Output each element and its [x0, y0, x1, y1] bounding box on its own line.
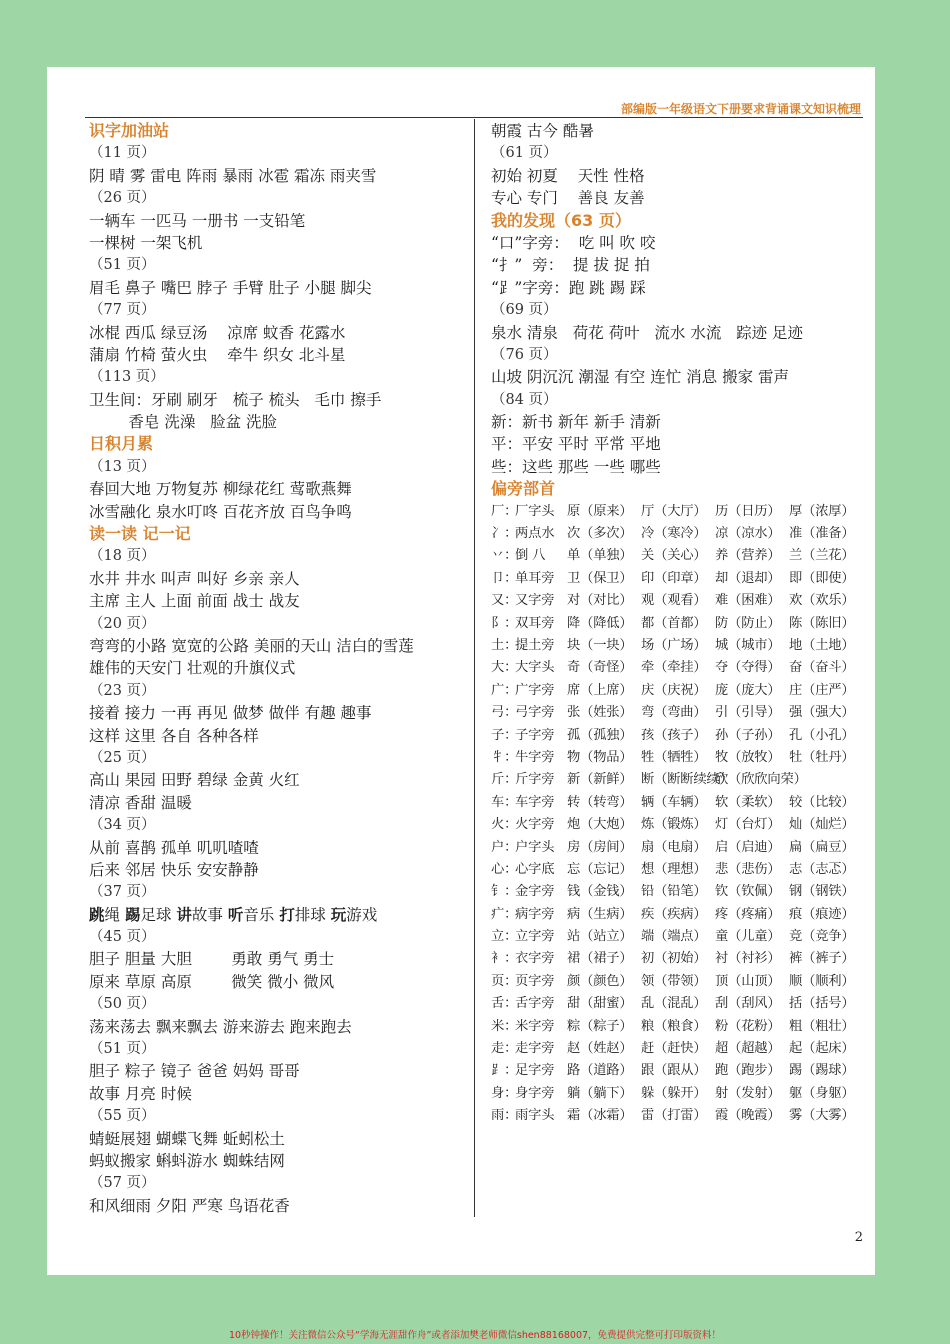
radical-example: 孤（孤独）: [567, 727, 633, 743]
radical-example: 踢（踢球）: [789, 1063, 855, 1079]
radical-symbol: 雨：: [491, 1108, 518, 1124]
radical-example: 灿（灿烂）: [789, 817, 855, 833]
radical-example: 赵（姓赵）: [567, 1041, 633, 1057]
page-reference: （26 页）: [89, 190, 156, 207]
radical-row: [491, 926, 863, 948]
section-heading: 我的发现（63 页）: [491, 210, 631, 230]
vocab-line: 清凉 香甜 温暖: [89, 793, 192, 812]
page-reference: （76 页）: [491, 346, 558, 363]
radical-row: [491, 657, 863, 679]
vocab-line: 山坡 阴沉沉 潮湿 有空 连忙 消息 搬家 雷声: [491, 368, 789, 387]
radical-name: 子字旁: [515, 727, 555, 743]
radical-example: 躺（躺下）: [567, 1085, 633, 1101]
vocab-line: 高山 果园 田野 碧绿 金黄 火红: [89, 771, 300, 790]
radical-example: 城（城市）: [715, 637, 781, 653]
radical-row: [491, 590, 863, 612]
radical-example: 辆（车辆）: [641, 794, 707, 810]
radical-symbol: 车：: [491, 794, 518, 810]
vocab-line: 新：新书 新年 新手 清新: [491, 413, 661, 432]
header-rule: [85, 117, 863, 118]
radical-example: 甜（甜蜜）: [567, 996, 633, 1012]
radical-name: 提土旁: [515, 637, 555, 653]
radical-example: 奇（奇怪）: [567, 660, 633, 676]
page-reference: （13 页）: [89, 458, 156, 475]
radical-row: [491, 725, 863, 747]
radical-example: 庆（庆祝）: [641, 682, 707, 698]
vocab-line: 原来 草原 高原 微笑 微小 微风: [89, 972, 335, 991]
vocab-line: 水井 井水 叫声 叫好 乡亲 亲人: [89, 569, 300, 588]
radical-symbol: 走：: [491, 1041, 518, 1057]
radical-example: 雾（大雾）: [789, 1108, 855, 1124]
radical-row: [491, 814, 863, 836]
radical-example: 裤（裤子）: [789, 951, 855, 967]
vocab-line: 专心 专门 善良 友善: [491, 189, 645, 208]
radical-example: 厚（浓厚）: [789, 503, 855, 519]
radical-example: 厅（大厅）: [641, 503, 707, 519]
section-heading: 读一读 记一记: [89, 524, 191, 544]
radical-row: [491, 993, 863, 1015]
radical-example: 领（带领）: [641, 973, 707, 989]
column-divider: [474, 119, 475, 1217]
page-reference: （37 页）: [89, 884, 156, 901]
radical-example: 起（起床）: [789, 1041, 855, 1057]
radical-example: 准（准备）: [789, 526, 855, 542]
radical-symbol: 立：: [491, 929, 518, 945]
radical-example: 牵（牵挂）: [641, 660, 707, 676]
radical-row: [491, 948, 863, 970]
radical-example: 扁（扁豆）: [789, 839, 855, 855]
radical-name: 金字旁: [515, 884, 555, 900]
vocab-line: 冰棍 西瓜 绿豆汤 凉席 蚊香 花露水: [89, 323, 346, 342]
radical-name: 厂字头: [515, 503, 555, 519]
radical-example: 痕（痕迹）: [789, 906, 855, 922]
vocab-line: 后来 邻居 快乐 安安静静: [89, 860, 259, 879]
header-title: 部编版一年级语文下册要求背诵课文知识梳理: [620, 102, 861, 116]
page-reference: （84 页）: [491, 391, 558, 408]
radical-example: 卫（保卫）: [567, 570, 633, 586]
radical-name: 雨字头: [515, 1108, 555, 1124]
radical-row: [491, 635, 863, 657]
radical-example: 次（多次）: [567, 526, 633, 542]
radical-symbol: 大：: [491, 660, 518, 676]
radical-example: 超（超越）: [715, 1041, 781, 1057]
radical-example: 难（困难）: [715, 593, 781, 609]
section-heading: 偏旁部首: [491, 479, 556, 499]
radical-row: [491, 568, 863, 590]
radical-example: 裙（裙子）: [567, 951, 633, 967]
radical-name: 广字旁: [515, 682, 555, 698]
vocab-line: [89, 904, 469, 926]
page-reference: （57 页）: [89, 1175, 156, 1192]
radical-name: 双耳旁: [515, 615, 555, 631]
radical-example: 较（比较）: [789, 794, 855, 810]
radical-example: 块（一块）: [567, 637, 633, 653]
radical-example: 志（志忑）: [789, 861, 855, 877]
page-reference: （45 页）: [89, 929, 156, 946]
radical-row: [491, 971, 863, 993]
vocab-line: 胆子 粽子 镜子 爸爸 妈妈 哥哥: [89, 1062, 300, 1081]
radical-example: 霜（冰霜）: [567, 1108, 633, 1124]
radical-example: 初（初始）: [641, 951, 707, 967]
radical-example: 物（物品）: [567, 749, 633, 765]
page-reference: （113 页）: [89, 369, 165, 386]
radical-example: 强（强大）: [789, 705, 855, 721]
vocab-line: 初始 初夏 天性 性格: [491, 166, 645, 185]
footer-notice: 10秒钟操作！关注微信公众号“学海无涯甜作舟”或者添加樊老师微信shen88168007，免费提供完整可打印版资料！: [228, 1330, 722, 1341]
radical-example: 庄（庄严）: [789, 682, 855, 698]
vocab-line: 眉毛 鼻子 嘴巴 脖子 手臂 肚子 小腿 脚尖: [89, 278, 372, 297]
radical-example: 即（即使）: [789, 570, 855, 586]
vocab-line: 香皂 洗澡 脸盆 洗脸: [89, 413, 278, 432]
radical-name: 牛字旁: [515, 749, 555, 765]
word-text: 游戏: [346, 905, 378, 924]
radical-example: 童（儿童）: [715, 929, 781, 945]
page-reference: （50 页）: [89, 996, 156, 1013]
radical-name: 大字头: [515, 660, 555, 676]
section-heading: 识字加油站: [89, 121, 170, 140]
page-reference: （77 页）: [89, 302, 156, 319]
radical-example: 印（印章）: [641, 570, 707, 586]
radical-example: 疾（疾病）: [641, 906, 707, 922]
word-text: 绳: [104, 905, 125, 924]
radical-example: 铅（铅笔）: [641, 884, 707, 900]
radical-row: [491, 859, 863, 881]
vocab-line: 雄伟的天安门 壮观的升旗仪式: [89, 659, 296, 678]
radical-symbol: 丷：: [491, 548, 518, 564]
vocab-line: 胆子 胆量 大胆 勇敢 勇气 勇士: [89, 950, 335, 969]
radical-example: 却（退却）: [715, 570, 781, 586]
radical-example: 场（广场）: [641, 637, 707, 653]
word-text: 故事: [191, 905, 228, 924]
radical-symbol: 冫：: [491, 526, 518, 542]
radical-example: 孩（孩子）: [641, 727, 707, 743]
vocab-line: 这样 这里 各自 各种各样: [89, 726, 259, 745]
radical-example: 端（端点）: [641, 929, 707, 945]
page-number: 2: [854, 1230, 863, 1245]
radical-symbol: 弓：: [491, 705, 518, 721]
radical-symbol: 又：: [491, 593, 518, 609]
radical-example: 钢（钢铁）: [789, 884, 855, 900]
radical-example: 兰（兰花）: [789, 548, 855, 564]
radical-example: 钦（钦佩）: [715, 884, 781, 900]
radical-row: [491, 545, 863, 567]
vocab-line: 弯弯的小路 宽宽的公路 美丽的天山 洁白的雪莲: [89, 636, 414, 655]
radical-symbol: 广：: [491, 682, 518, 698]
page-reference: （55 页）: [89, 1108, 156, 1125]
radical-name: 页字旁: [515, 973, 555, 989]
radical-example: 疼（疼痛）: [715, 906, 781, 922]
radical-name: 弓字旁: [515, 705, 555, 721]
radical-name: 又字旁: [515, 593, 555, 609]
radical-example: 想（理想）: [641, 861, 707, 877]
radical-example: 顺（顺利）: [789, 973, 855, 989]
radical-symbol: 疒：: [491, 906, 518, 922]
radical-row: [491, 769, 863, 791]
vocab-line: 接着 接力 一再 再见 做梦 做伴 有趣 趣事: [89, 704, 372, 723]
radical-example: 粉（花粉）: [715, 1018, 781, 1034]
radical-example: 观（观看）: [641, 593, 707, 609]
radical-example: 躯（身躯）: [789, 1085, 855, 1101]
vocab-line: 些：这些 那些 一些 哪些: [491, 457, 661, 476]
page-reference: （51 页）: [89, 1041, 156, 1058]
radical-name: 舌字旁: [515, 996, 555, 1012]
radical-example: 房（房间）: [567, 839, 633, 855]
radical-example: 新（新鲜）: [567, 772, 633, 788]
radical-name: 车字旁: [515, 794, 555, 810]
radical-symbol: 户：: [491, 839, 518, 855]
radical-example: 养（营养）: [715, 548, 781, 564]
radical-name: 户字头: [515, 839, 555, 855]
radical-name: 火字旁: [515, 817, 555, 833]
radical-name: 斤字旁: [515, 772, 555, 788]
radical-example: 刮（刮风）: [715, 996, 781, 1012]
radical-example: 牧（放牧）: [715, 749, 781, 765]
radical-example: 地（土地）: [789, 637, 855, 653]
radical-symbol: 页：: [491, 973, 518, 989]
vocab-line: “口”字旁： 吃 叫 吹 咬: [491, 233, 656, 252]
radical-example: 单（单独）: [567, 548, 633, 564]
radical-row: [491, 523, 863, 545]
radical-symbol: 身：: [491, 1085, 518, 1101]
radical-example: 扇（电扇）: [641, 839, 707, 855]
radical-example: 赶（赶快）: [641, 1041, 707, 1057]
vocab-line: 蜻蜓展翅 蝴蝶飞舞 蚯蚓松土: [89, 1129, 285, 1148]
radical-symbol: 钅：: [491, 884, 518, 900]
vocab-line: 春回大地 万物复苏 柳绿花红 莺歌燕舞: [89, 480, 352, 499]
radical-example: 炮（大炮）: [567, 817, 633, 833]
document-page: [47, 67, 875, 1275]
page-reference: （20 页）: [89, 615, 156, 632]
radical-example: 跟（跟从）: [641, 1063, 707, 1079]
page-reference: （11 页）: [89, 145, 156, 162]
radical-example: 跑（跑步）: [715, 1063, 781, 1079]
right-column: [491, 120, 863, 1128]
radical-example: 引（引导）: [715, 705, 781, 721]
radical-row: [491, 792, 863, 814]
page-reference: （61 页）: [491, 145, 558, 162]
radical-symbol: ⻊：: [491, 1063, 518, 1079]
radical-symbol: 阝：: [491, 615, 518, 631]
radical-example: 软（柔软）: [715, 794, 781, 810]
radical-example: 陈（陈旧）: [789, 615, 855, 631]
radical-example: 孔（小孔）: [789, 727, 855, 743]
vocab-line: 蚂蚁搬家 蝌蚪游水 蜘蛛结网: [89, 1151, 285, 1170]
radical-name: 两点水: [515, 526, 555, 542]
radical-example: 忘（忘记）: [567, 861, 633, 877]
vocab-line: 故事 月亮 时候: [89, 1084, 192, 1103]
radical-example: 断（断断续续）: [641, 772, 733, 788]
radical-example: 凉（凉水）: [715, 526, 781, 542]
page-reference: （69 页）: [491, 302, 558, 319]
radical-example: 庞（庞大）: [715, 682, 781, 698]
radical-row: [491, 1105, 863, 1127]
vocab-line: 主席 主人 上面 前面 战士 战友: [89, 592, 300, 611]
vocab-line: 从前 喜鹊 孤单 叽叽喳喳: [89, 838, 259, 857]
radical-row: [491, 1060, 863, 1082]
radical-row: [491, 747, 863, 769]
word-text: 足球: [140, 905, 177, 924]
radical-example: 牲（牺牲）: [641, 749, 707, 765]
radical-example: 括（括号）: [789, 996, 855, 1012]
bold-verb: 打: [279, 904, 295, 924]
radical-example: 霞（晚霞）: [715, 1108, 781, 1124]
page-reference: （18 页）: [89, 548, 156, 565]
radical-example: 冷（寒冷）: [641, 526, 707, 542]
radical-row: [491, 837, 863, 859]
radical-example: 欣（欣欣向荣）: [715, 772, 807, 788]
radical-example: 弯（弯曲）: [641, 705, 707, 721]
radical-example: 颜（颜色）: [567, 973, 633, 989]
radical-example: 席（上席）: [567, 682, 633, 698]
word-text: 音乐: [243, 905, 280, 924]
radical-example: 粮（粮食）: [641, 1018, 707, 1034]
left-column: [89, 120, 469, 1217]
radical-example: 竞（竞争）: [789, 929, 855, 945]
radical-example: 防（防止）: [715, 615, 781, 631]
vocab-line: 泉水 清泉 荷花 荷叶 流水 水流 踪迹 足迹: [491, 323, 804, 342]
radical-symbol: 卩：: [491, 570, 518, 586]
radical-example: 历（日历）: [715, 503, 781, 519]
radical-example: 射（发射）: [715, 1085, 781, 1101]
radical-name: 病字旁: [515, 906, 555, 922]
radical-example: 乱（混乱）: [641, 996, 707, 1012]
radical-example: 躲（躲开）: [641, 1085, 707, 1101]
vocab-line: 荡来荡去 飘来飘去 游来游去 跑来跑去: [89, 1017, 352, 1036]
page-reference: （23 页）: [89, 682, 156, 699]
radical-example: 牡（牡丹）: [789, 749, 855, 765]
bold-verb: 跳: [89, 904, 105, 924]
vocab-line: “扌” 旁： 提 拔 捉 拍: [491, 256, 650, 275]
bold-verb: 玩: [330, 904, 347, 924]
radical-symbol: 斤：: [491, 772, 518, 788]
radical-symbol: 火：: [491, 817, 518, 833]
radical-symbol: 土：: [491, 637, 518, 653]
page-reference: （34 页）: [89, 817, 156, 834]
radical-example: 转（转弯）: [567, 794, 633, 810]
radical-example: 雷（打雷）: [641, 1108, 707, 1124]
page-reference: （25 页）: [89, 749, 156, 766]
radical-symbol: 牜：: [491, 749, 518, 765]
radical-name: 身字旁: [515, 1085, 555, 1101]
word-text: 排球: [294, 905, 331, 924]
vocab-line: 一棵树 一架飞机: [89, 233, 203, 252]
radical-name: 心字底: [515, 861, 555, 877]
radical-example: 张（姓张）: [567, 705, 633, 721]
radical-example: 衬（衬衫）: [715, 951, 781, 967]
radical-example: 对（对比）: [567, 593, 633, 609]
radical-row: [491, 1083, 863, 1105]
radical-example: 病（生病）: [567, 906, 633, 922]
radical-example: 夺（夺得）: [715, 660, 781, 676]
radical-example: 欢（欢乐）: [789, 593, 855, 609]
radical-example: 钱（金钱）: [567, 884, 633, 900]
radical-example: 炼（锻炼）: [641, 817, 707, 833]
radical-name: 米字旁: [515, 1018, 555, 1034]
radical-example: 降（降低）: [567, 615, 633, 631]
radical-row: [491, 881, 863, 903]
radical-example: 粽（粽子）: [567, 1018, 633, 1034]
radical-example: 启（启迪）: [715, 839, 781, 855]
radical-name: 走字旁: [515, 1041, 555, 1057]
radical-name: 足字旁: [515, 1063, 555, 1079]
vocab-line: 一辆车 一匹马 一册书 一支铅笔: [89, 211, 306, 230]
radical-symbol: 米：: [491, 1018, 518, 1034]
section-heading: 日积月累: [89, 434, 154, 454]
radical-row: [491, 501, 863, 523]
radical-example: 站（站立）: [567, 929, 633, 945]
radical-example: 孙（子孙）: [715, 727, 781, 743]
vocab-line: 和风细雨 夕阳 严寒 鸟语花香: [89, 1196, 290, 1215]
radical-row: [491, 904, 863, 926]
radical-example: 顶（山顶）: [715, 973, 781, 989]
bold-verb: 讲: [176, 904, 192, 924]
vocab-line: 平：平安 平时 平常 平地: [491, 435, 661, 454]
radical-name: 单耳旁: [515, 570, 555, 586]
radical-example: 都（首都）: [641, 615, 707, 631]
vocab-line: 阴 晴 雾 雷电 阵雨 暴雨 冰雹 霜冻 雨夹雪: [89, 166, 377, 185]
radical-symbol: 厂：: [491, 503, 518, 519]
vocab-line: 朝霞 古今 酷暑: [491, 122, 594, 140]
radical-row: [491, 1016, 863, 1038]
vocab-line: “⻊”字旁：跑 跳 踢 踩: [491, 278, 646, 297]
radical-row: [491, 680, 863, 702]
vocab-line: 冰雪融化 泉水叮咚 百花齐放 百鸟争鸣: [89, 502, 352, 521]
radical-example: 路（道路）: [567, 1063, 633, 1079]
radical-symbol: 舌：: [491, 996, 518, 1012]
radical-example: 原（原来）: [567, 503, 633, 519]
radical-example: 悲（悲伤）: [715, 861, 781, 877]
radical-name: 倒 八: [515, 548, 546, 564]
vocab-line: 卫生间：牙刷 刷牙 梳子 梳头 毛巾 擦手: [89, 390, 382, 409]
radical-name: 立字旁: [515, 929, 555, 945]
radical-name: 衣字旁: [515, 951, 555, 967]
radical-symbol: 衤：: [491, 951, 518, 967]
radical-example: 灯（台灯）: [715, 817, 781, 833]
radical-symbol: 子：: [491, 727, 518, 743]
bold-verb: 听: [227, 904, 244, 924]
radical-row: [491, 702, 863, 724]
vocab-line: 蒲扇 竹椅 萤火虫 牵牛 织女 北斗星: [89, 345, 346, 364]
radical-row: [491, 1038, 863, 1060]
radical-example: 粗（粗壮）: [789, 1018, 855, 1034]
radical-example: 关（关心）: [641, 548, 707, 564]
radical-example: 奋（奋斗）: [789, 660, 855, 676]
page-reference: （51 页）: [89, 257, 156, 274]
radical-symbol: 心：: [491, 861, 518, 877]
bold-verb: 踢: [124, 904, 141, 924]
radical-row: [491, 613, 863, 635]
